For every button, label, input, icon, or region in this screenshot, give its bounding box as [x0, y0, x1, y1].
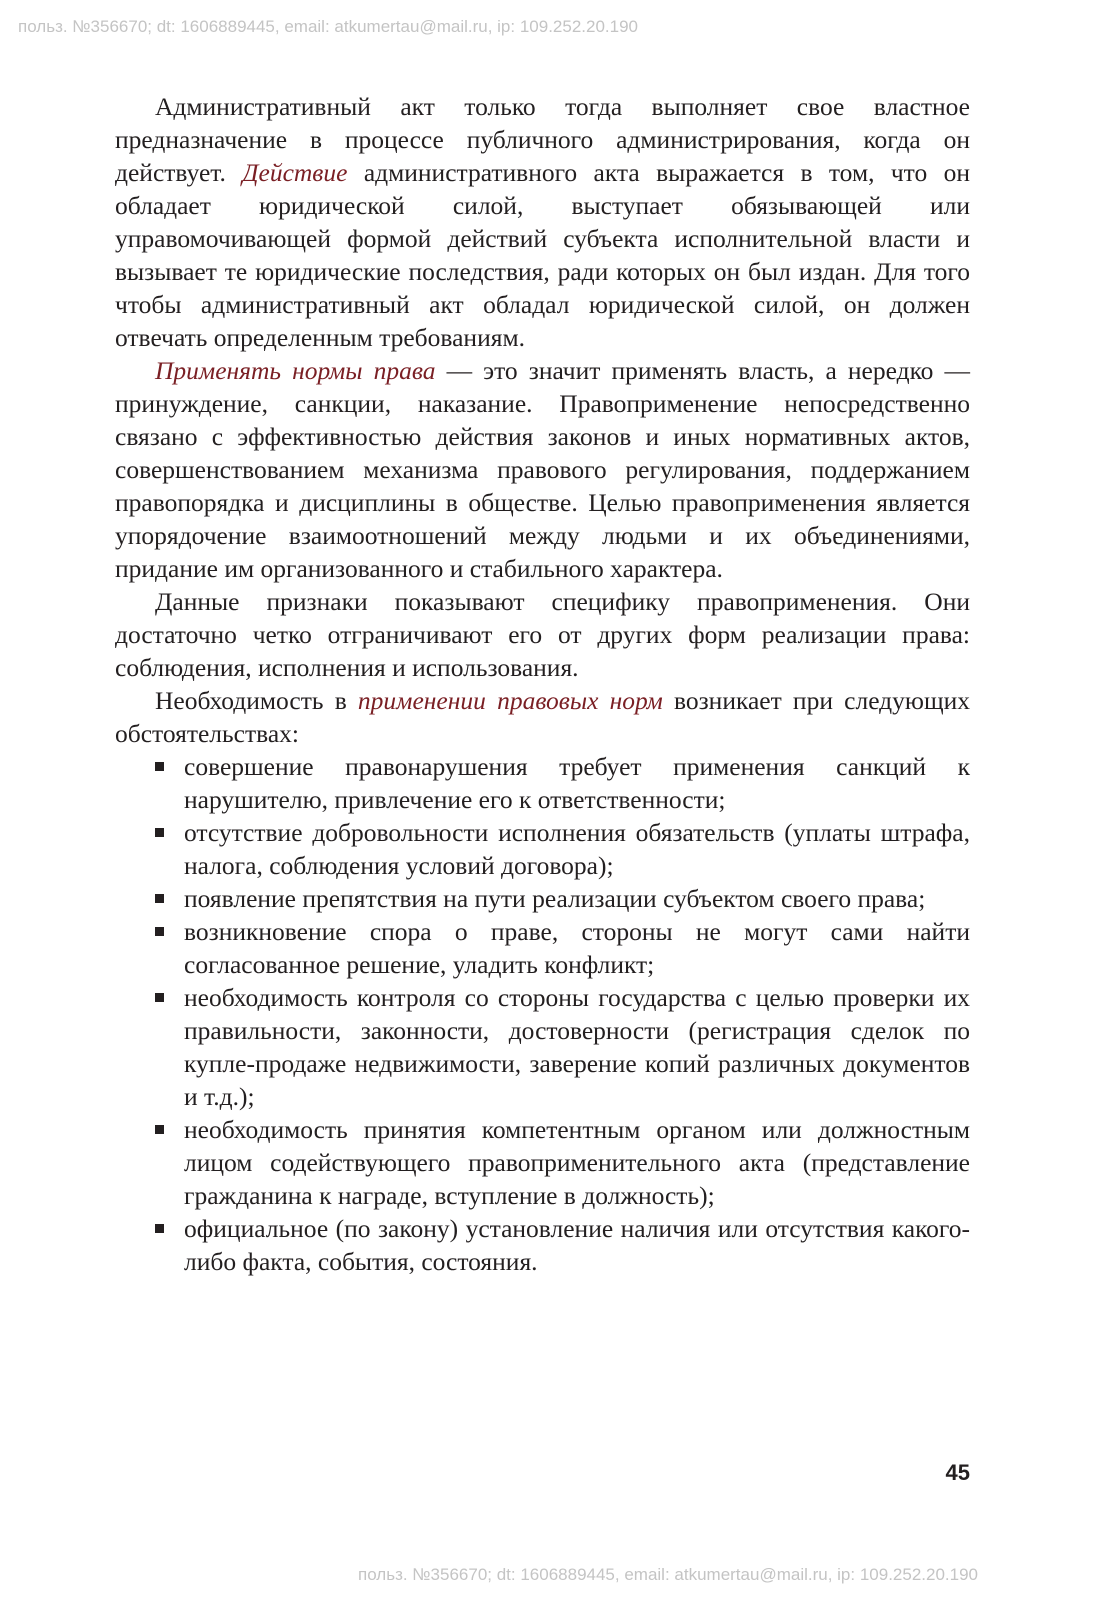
- paragraph-4-text-after: возникает при следующих обстоятельствах:: [115, 686, 970, 748]
- paragraph-4-text-before: Необходимость в: [155, 686, 358, 715]
- list-item: [115, 816, 970, 882]
- paragraph-2: [115, 354, 970, 585]
- watermark-top: польз. №356670; dt: 1606889445, email: atkumertau@mail.ru, ip: 109.252.20.190: [18, 17, 639, 36]
- list-item-text: необходимость контроля со стороны государства с целью проверки их правильности, законности, достоверности (регистрация сделок по купле-продаже недвижимости, заверение копий различных документов и т.д.);: [184, 983, 970, 1111]
- list-item-text: совершение правонарушения требует применения санкций к нарушителю, привлечение его к ответственности;: [184, 752, 970, 814]
- list-item-text: необходимость принятия компетентным органом или должностным лицом содействующего правоприменительного акта (представление гражданина к награде, вступление в должность);: [184, 1115, 970, 1210]
- list-item-text: возникновение спора о праве, стороны не могут сами найти согласованное решение, уладить конфликт;: [184, 917, 970, 979]
- list-item-text: отсутствие добровольности исполнения обязательств (уплаты штрафа, налога, соблюдения условий договора);: [184, 818, 970, 880]
- paragraph-4-term: применении правовых норм: [357, 686, 663, 715]
- paragraph-4: [115, 684, 970, 750]
- square-bullet-icon: [155, 993, 164, 1002]
- list-item: [115, 981, 970, 1113]
- paragraph-3: [115, 585, 970, 684]
- list-item: [115, 882, 970, 915]
- list-item: [115, 750, 970, 816]
- list-item: [115, 915, 970, 981]
- square-bullet-icon: [155, 927, 164, 936]
- square-bullet-icon: [155, 1224, 164, 1233]
- paragraph-1-term: Действие: [242, 158, 348, 187]
- list-item-text: официальное (по закону) установление наличия или отсутствия какого-либо факта, события, состояния.: [184, 1214, 970, 1276]
- paragraph-1: [115, 90, 970, 354]
- square-bullet-icon: [155, 762, 164, 771]
- paragraph-3-text: Данные признаки показывают специфику правоприменения. Они достаточно четко отграничивают его от других форм реализации права: соблюдения, исполнения и использования.: [115, 587, 970, 682]
- square-bullet-icon: [155, 894, 164, 903]
- list-item: [115, 1113, 970, 1212]
- paragraph-2-text-after: — это значит применять власть, а нередко — принуждение, санкции, наказание. Правоприменение непосредственно связано с эффективностью действия законов и иных нормативных актов, совершенствованием механизма правового регулирования, поддержанием правопорядка и дисциплины в обществе. Целью правоприменения является упорядочение взаимоотношений между людьми и их объединениями, придание им организованного и стабильного характера.: [115, 356, 970, 583]
- page-body: [115, 90, 970, 1278]
- square-bullet-icon: [155, 1125, 164, 1134]
- paragraph-2-term: Применять нормы права: [155, 356, 436, 385]
- watermark-bottom: польз. №356670; dt: 1606889445, email: atkumertau@mail.ru, ip: 109.252.20.190: [358, 1565, 979, 1584]
- page-number: 45: [945, 1460, 970, 1485]
- paragraph-1-text-before: Административный акт только тогда выполняет свое властное предназначение в процессе публичного администрирования, когда он действует.: [115, 92, 970, 187]
- paragraph-1-text-after: административного акта выражается в том, что он обладает юридической силой, выступает обязывающей или управомочивающей формой действий субъекта исполнительной власти и вызывает те юридические последствия, ради которых он был издан. Для того чтобы административный акт обладал юридической силой, он должен отвечать определенным требованиям.: [115, 158, 970, 352]
- circumstances-list: [115, 750, 970, 1278]
- square-bullet-icon: [155, 828, 164, 837]
- list-item: [115, 1212, 970, 1278]
- list-item-text: появление препятствия на пути реализации субъектом своего права;: [184, 884, 926, 913]
